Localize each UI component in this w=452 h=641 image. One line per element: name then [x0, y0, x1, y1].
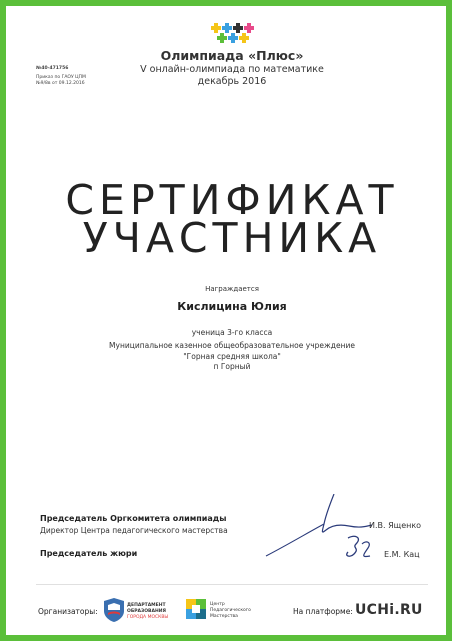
chair-committee-name: И.В. Ященко	[369, 521, 422, 530]
school-line-2: "Горная средняя школа"	[183, 351, 281, 361]
platform-label: На платформе:	[293, 607, 353, 616]
olympiad-title: Олимпиада «Плюс»	[160, 48, 304, 63]
dept-line-1: ДЕПАРТАМЕНТ	[127, 603, 166, 608]
certificate-title-line-1: СЕРТИФИКАТ	[65, 176, 399, 224]
footer-divider	[36, 584, 428, 585]
certificate-title-line-2: УЧАСТНИКА	[82, 214, 382, 262]
school-line-3: п Горный	[213, 362, 251, 371]
chair-committee-title: Председатель Оргкомитета олимпиады	[40, 514, 227, 523]
recipient-grade: ученица 3-го класса	[191, 328, 273, 337]
order-info	[36, 66, 96, 88]
center-line-3: Мастерства	[210, 614, 238, 619]
order-line-2: №9/8в от 09.12.2016	[36, 81, 85, 86]
olympiad-date: декабрь 2016	[197, 76, 267, 87]
handwritten-signature	[264, 494, 374, 564]
dept-line-3: ГОРОДА МОСКВЫ	[127, 615, 169, 620]
olympiad-subtitle-line: V онлайн-олимпиада по математике	[140, 64, 324, 75]
plus-logo-icon	[209, 22, 255, 48]
order-number: №40-471756	[36, 66, 69, 71]
school-line-1: Муниципальное казенное общеобразовательное учреждение	[109, 341, 355, 350]
chair-jury-title: Председатель жюри	[40, 549, 138, 558]
uchi-ru-logo: UCHi.RU	[355, 602, 423, 618]
recipient-name: Кислицина Юлия	[177, 300, 287, 313]
awarded-label: Награждается	[205, 285, 259, 293]
center-line-1: Центр	[210, 602, 225, 607]
moscow-education-dept-logo-icon	[102, 597, 178, 623]
recipient-school	[6, 341, 452, 373]
order-line-1: Приказ по ГАОУ ЦПМ	[36, 74, 86, 80]
pedagogical-center-logo-icon	[184, 597, 264, 623]
chair-jury-name: Е.М. Кац	[384, 550, 420, 559]
center-line-2: Педагогического	[210, 608, 251, 613]
organizers-label: Организаторы:	[38, 607, 98, 616]
dept-line-2: ОБРАЗОВАНИЯ	[127, 609, 166, 614]
director-title: Директор Центра педагогического мастерства	[40, 526, 228, 535]
